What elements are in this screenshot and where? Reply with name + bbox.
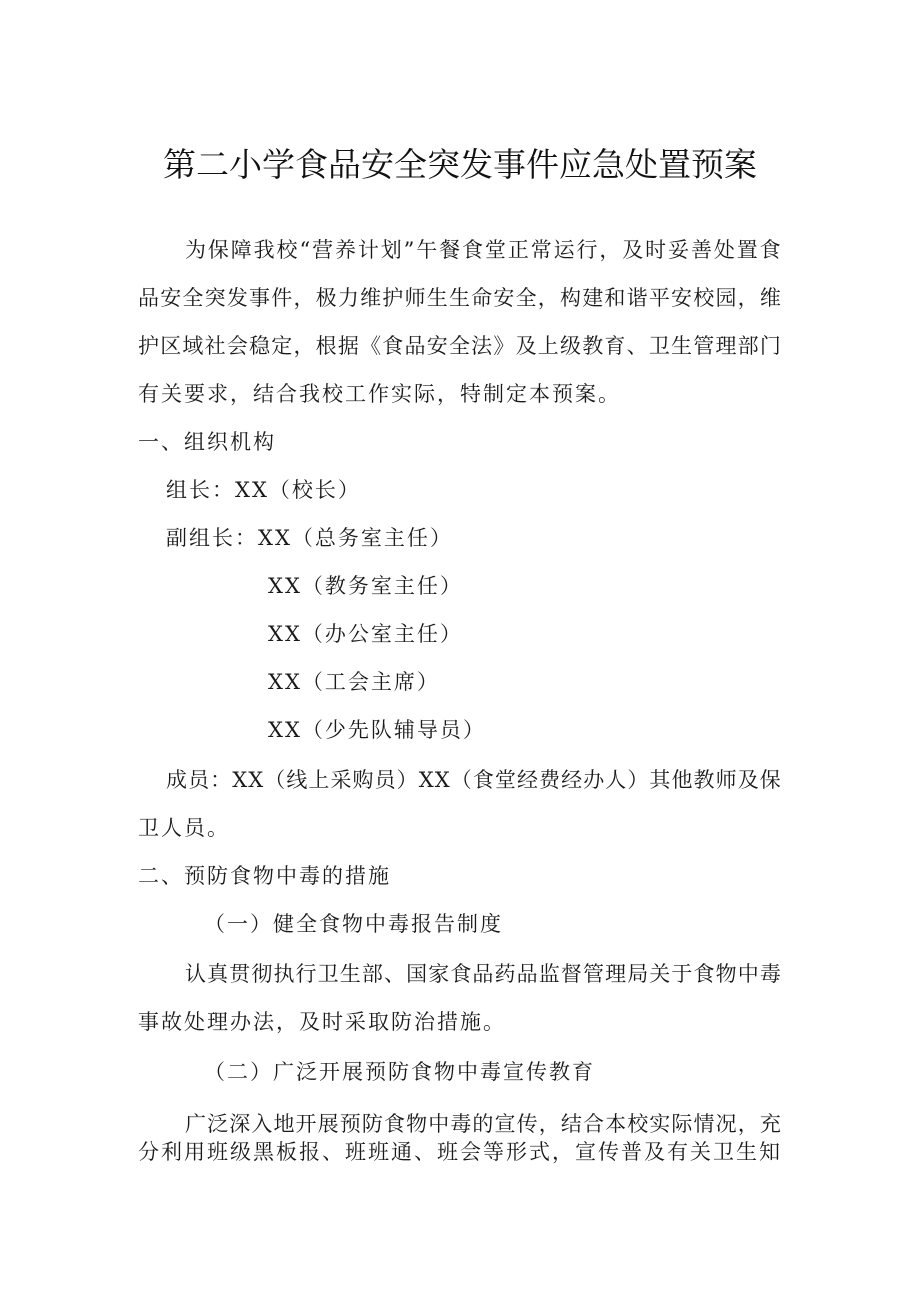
deputy-item-2: XX（办公室主任） [268,622,463,646]
deputy-item-4: XX（少先队辅导员） [268,718,486,742]
intro-line-1: 为保障我校“营养计划”午餐食堂正常运行，及时妥善处置食 [185,238,783,262]
deputy-line: 副组长：XX（总务室主任） [166,526,453,550]
intro-line-3: 护区域社会稳定，根据《食品安全法》及上级教育、卫生管理部门 [138,334,783,358]
deputy-item-1: XX（教务室主任） [268,574,463,598]
document-title: 第二小学食品安全突发事件应急处置预案 [163,145,757,184]
section2-heading: 二、预防食物中毒的措施 [138,864,391,888]
sub2-line-2: 分利用班级黑板报、班班通、班会等形式，宣传普及有关卫生知 [138,1140,782,1164]
sub2-heading: （二）广泛开展预防食物中毒宣传教育 [204,1060,595,1084]
leader-line: 组长：XX（校长） [166,478,361,502]
sub2-line-1: 广泛深入地开展预防食物中毒的宣传，结合本校实际情况，充 [185,1112,782,1136]
sub1-line-1: 认真贯彻执行卫生部、国家食品药品监督管理局关于食物中毒 [185,962,782,986]
members-line-2: 卫人员。 [138,816,230,840]
intro-line-4: 有关要求，结合我校工作实际，特制定本预案。 [138,382,621,406]
section1-heading: 一、组织机构 [138,430,276,454]
sub1-line-2: 事故处理办法，及时采取防治措施。 [138,1010,506,1034]
sub1-heading: （一）健全食物中毒报告制度 [204,912,503,936]
intro-line-2: 品安全突发事件，极力维护师生生命安全，构建和谐平安校园，维 [138,286,783,310]
deputy-item-3: XX（工会主席） [268,670,440,694]
members-line-1: 成员：XX（线上采购员）XX（食堂经费经办人）其他教师及保 [166,768,782,792]
